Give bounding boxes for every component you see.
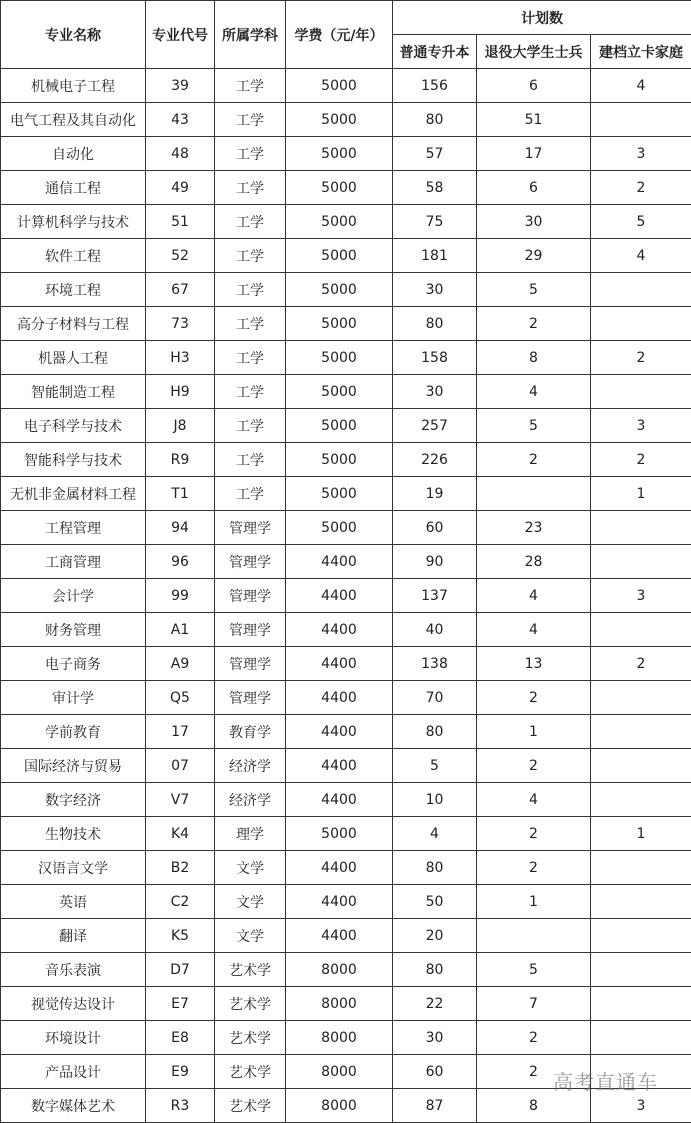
cell-veteran-count: 29 — [477, 239, 591, 273]
cell-discipline: 理学 — [215, 817, 286, 851]
cell-major-code: 07 — [146, 749, 215, 783]
cell-poverty-count: 1 — [591, 817, 691, 851]
table-row — [1, 375, 691, 409]
cell-regular-count: 30 — [393, 273, 477, 307]
cell-major-code: V7 — [146, 783, 215, 817]
table-row — [1, 477, 691, 511]
cell-tuition: 4400 — [286, 919, 393, 953]
cell-major-name: 财务管理 — [1, 613, 146, 647]
table-row — [1, 137, 691, 171]
cell-veteran-count: 2 — [477, 749, 591, 783]
cell-tuition: 5000 — [286, 171, 393, 205]
cell-major-code: 52 — [146, 239, 215, 273]
cell-veteran-count: 4 — [477, 375, 591, 409]
cell-major-name: 无机非金属材料工程 — [1, 477, 146, 511]
cell-major-code: D7 — [146, 953, 215, 987]
cell-major-name: 审计学 — [1, 681, 146, 715]
table-row — [1, 783, 691, 817]
cell-major-name: 生物技术 — [1, 817, 146, 851]
cell-major-name: 工程管理 — [1, 511, 146, 545]
cell-major-code: 51 — [146, 205, 215, 239]
cell-major-code: E9 — [146, 1055, 215, 1089]
cell-regular-count: 181 — [393, 239, 477, 273]
cell-major-code: E8 — [146, 1021, 215, 1055]
cell-discipline: 经济学 — [215, 749, 286, 783]
cell-tuition: 4400 — [286, 647, 393, 681]
header-regular: 普通专升本 — [393, 35, 477, 69]
cell-regular-count: 60 — [393, 511, 477, 545]
cell-regular-count: 70 — [393, 681, 477, 715]
cell-discipline: 文学 — [215, 851, 286, 885]
cell-poverty-count: 2 — [591, 443, 691, 477]
cell-regular-count: 226 — [393, 443, 477, 477]
cell-regular-count: 156 — [393, 69, 477, 103]
cell-regular-count: 90 — [393, 545, 477, 579]
cell-regular-count: 58 — [393, 171, 477, 205]
cell-veteran-count: 7 — [477, 987, 591, 1021]
table-row — [1, 681, 691, 715]
cell-major-code: H3 — [146, 341, 215, 375]
cell-poverty-count — [591, 613, 691, 647]
cell-poverty-count: 3 — [591, 579, 691, 613]
cell-discipline: 工学 — [215, 69, 286, 103]
cell-regular-count: 80 — [393, 715, 477, 749]
cell-veteran-count — [477, 919, 591, 953]
cell-major-code: E7 — [146, 987, 215, 1021]
cell-regular-count: 80 — [393, 953, 477, 987]
cell-tuition: 5000 — [286, 477, 393, 511]
cell-major-code: 96 — [146, 545, 215, 579]
cell-discipline: 工学 — [215, 443, 286, 477]
cell-veteran-count: 6 — [477, 171, 591, 205]
cell-poverty-count: 2 — [591, 647, 691, 681]
cell-veteran-count: 4 — [477, 783, 591, 817]
cell-regular-count: 40 — [393, 613, 477, 647]
cell-poverty-count: 3 — [591, 137, 691, 171]
cell-major-name: 高分子材料与工程 — [1, 307, 146, 341]
cell-major-code: C2 — [146, 885, 215, 919]
cell-regular-count: 87 — [393, 1089, 477, 1123]
cell-veteran-count: 2 — [477, 851, 591, 885]
cell-veteran-count — [477, 477, 591, 511]
cell-veteran-count: 51 — [477, 103, 591, 137]
cell-veteran-count: 1 — [477, 715, 591, 749]
cell-major-name: 计算机科学与技术 — [1, 205, 146, 239]
table-row — [1, 443, 691, 477]
cell-tuition: 8000 — [286, 987, 393, 1021]
cell-major-name: 数字媒体艺术 — [1, 1089, 146, 1123]
table-row — [1, 1021, 691, 1055]
cell-major-name: 视觉传达设计 — [1, 987, 146, 1021]
cell-tuition: 5000 — [286, 443, 393, 477]
cell-discipline: 工学 — [215, 273, 286, 307]
cell-regular-count: 30 — [393, 375, 477, 409]
cell-regular-count: 158 — [393, 341, 477, 375]
table-row — [1, 239, 691, 273]
cell-regular-count: 50 — [393, 885, 477, 919]
cell-major-name: 通信工程 — [1, 171, 146, 205]
cell-regular-count: 80 — [393, 307, 477, 341]
cell-poverty-count: 4 — [591, 69, 691, 103]
cell-tuition: 5000 — [286, 239, 393, 273]
cell-regular-count: 75 — [393, 205, 477, 239]
cell-poverty-count — [591, 953, 691, 987]
table-row — [1, 205, 691, 239]
cell-tuition: 5000 — [286, 341, 393, 375]
cell-major-code: K5 — [146, 919, 215, 953]
cell-tuition: 8000 — [286, 953, 393, 987]
cell-major-code: 43 — [146, 103, 215, 137]
cell-major-name: 会计学 — [1, 579, 146, 613]
cell-poverty-count — [591, 273, 691, 307]
table-row — [1, 103, 691, 137]
cell-veteran-count: 6 — [477, 69, 591, 103]
cell-regular-count: 138 — [393, 647, 477, 681]
table-row — [1, 953, 691, 987]
table-row — [1, 885, 691, 919]
cell-poverty-count — [591, 851, 691, 885]
cell-veteran-count: 8 — [477, 1089, 591, 1123]
cell-tuition: 5000 — [286, 307, 393, 341]
cell-veteran-count: 17 — [477, 137, 591, 171]
table-row — [1, 749, 691, 783]
cell-tuition: 4400 — [286, 851, 393, 885]
cell-discipline: 工学 — [215, 409, 286, 443]
cell-major-name: 智能制造工程 — [1, 375, 146, 409]
table-row — [1, 647, 691, 681]
cell-tuition: 5000 — [286, 273, 393, 307]
cell-major-code: H9 — [146, 375, 215, 409]
cell-discipline: 管理学 — [215, 647, 286, 681]
cell-veteran-count: 28 — [477, 545, 591, 579]
cell-major-code: 49 — [146, 171, 215, 205]
cell-tuition: 8000 — [286, 1021, 393, 1055]
cell-discipline: 艺术学 — [215, 987, 286, 1021]
cell-major-name: 机械电子工程 — [1, 69, 146, 103]
cell-major-code: 73 — [146, 307, 215, 341]
cell-discipline: 艺术学 — [215, 953, 286, 987]
cell-tuition: 5000 — [286, 409, 393, 443]
cell-tuition: 4400 — [286, 783, 393, 817]
table-row — [1, 69, 691, 103]
cell-poverty-count: 5 — [591, 205, 691, 239]
cell-major-code: B2 — [146, 851, 215, 885]
cell-poverty-count — [591, 1021, 691, 1055]
header-veteran: 退役大学生士兵 — [477, 35, 591, 69]
cell-major-name: 智能科学与技术 — [1, 443, 146, 477]
cell-discipline: 工学 — [215, 375, 286, 409]
cell-veteran-count: 2 — [477, 307, 591, 341]
cell-major-name: 自动化 — [1, 137, 146, 171]
cell-regular-count: 257 — [393, 409, 477, 443]
cell-regular-count: 60 — [393, 1055, 477, 1089]
cell-poverty-count — [591, 681, 691, 715]
cell-tuition: 5000 — [286, 103, 393, 137]
cell-major-name: 数字经济 — [1, 783, 146, 817]
header-plan: 计划数 — [393, 1, 691, 35]
cell-regular-count: 10 — [393, 783, 477, 817]
table-row — [1, 817, 691, 851]
cell-major-name: 英语 — [1, 885, 146, 919]
header-major-code: 专业代号 — [146, 1, 215, 69]
cell-major-code: 48 — [146, 137, 215, 171]
cell-veteran-count: 2 — [477, 1021, 591, 1055]
cell-veteran-count: 23 — [477, 511, 591, 545]
cell-tuition: 4400 — [286, 545, 393, 579]
cell-major-code: 94 — [146, 511, 215, 545]
cell-tuition: 8000 — [286, 1055, 393, 1089]
cell-discipline: 管理学 — [215, 511, 286, 545]
cell-major-code: 99 — [146, 579, 215, 613]
cell-regular-count: 20 — [393, 919, 477, 953]
cell-discipline: 工学 — [215, 205, 286, 239]
table-row — [1, 919, 691, 953]
cell-regular-count: 80 — [393, 851, 477, 885]
table-row — [1, 851, 691, 885]
cell-major-name: 电子商务 — [1, 647, 146, 681]
header-tuition: 学费（元/年） — [286, 1, 393, 69]
cell-tuition: 5000 — [286, 817, 393, 851]
table-row — [1, 545, 691, 579]
cell-poverty-count — [591, 307, 691, 341]
cell-regular-count: 5 — [393, 749, 477, 783]
table-row — [1, 273, 691, 307]
cell-discipline: 经济学 — [215, 783, 286, 817]
cell-poverty-count — [591, 749, 691, 783]
cell-poverty-count — [591, 919, 691, 953]
cell-major-code: A1 — [146, 613, 215, 647]
cell-tuition: 5000 — [286, 511, 393, 545]
cell-major-code: Q5 — [146, 681, 215, 715]
cell-discipline: 艺术学 — [215, 1089, 286, 1123]
cell-regular-count: 137 — [393, 579, 477, 613]
cell-poverty-count: 3 — [591, 409, 691, 443]
cell-poverty-count: 4 — [591, 239, 691, 273]
header-major-name: 专业名称 — [1, 1, 146, 69]
cell-major-code: R9 — [146, 443, 215, 477]
cell-tuition: 5000 — [286, 137, 393, 171]
cell-major-name: 电气工程及其自动化 — [1, 103, 146, 137]
cell-major-name: 机器人工程 — [1, 341, 146, 375]
cell-veteran-count: 30 — [477, 205, 591, 239]
cell-veteran-count: 13 — [477, 647, 591, 681]
cell-discipline: 工学 — [215, 307, 286, 341]
table-row — [1, 341, 691, 375]
cell-discipline: 教育学 — [215, 715, 286, 749]
cell-discipline: 艺术学 — [215, 1021, 286, 1055]
cell-veteran-count: 5 — [477, 409, 591, 443]
cell-tuition: 4400 — [286, 715, 393, 749]
cell-major-name: 工商管理 — [1, 545, 146, 579]
cell-regular-count: 4 — [393, 817, 477, 851]
cell-regular-count: 80 — [393, 103, 477, 137]
cell-poverty-count — [591, 715, 691, 749]
cell-tuition: 4400 — [286, 885, 393, 919]
cell-tuition: 5000 — [286, 375, 393, 409]
cell-veteran-count: 2 — [477, 1055, 591, 1089]
table-row — [1, 511, 691, 545]
cell-discipline: 管理学 — [215, 613, 286, 647]
cell-poverty-count — [591, 545, 691, 579]
cell-discipline: 文学 — [215, 919, 286, 953]
cell-regular-count: 30 — [393, 1021, 477, 1055]
cell-poverty-count: 3 — [591, 1089, 691, 1123]
cell-discipline: 管理学 — [215, 545, 286, 579]
cell-tuition: 4400 — [286, 681, 393, 715]
cell-major-code: 17 — [146, 715, 215, 749]
cell-regular-count: 22 — [393, 987, 477, 1021]
header-discipline: 所属学科 — [215, 1, 286, 69]
cell-discipline: 文学 — [215, 885, 286, 919]
cell-veteran-count: 2 — [477, 817, 591, 851]
cell-major-name: 环境工程 — [1, 273, 146, 307]
table-row — [1, 579, 691, 613]
cell-veteran-count: 8 — [477, 341, 591, 375]
cell-discipline: 工学 — [215, 341, 286, 375]
cell-major-code: 39 — [146, 69, 215, 103]
cell-major-name: 电子科学与技术 — [1, 409, 146, 443]
cell-veteran-count: 1 — [477, 885, 591, 919]
cell-veteran-count: 4 — [477, 579, 591, 613]
cell-poverty-count — [591, 511, 691, 545]
cell-major-name: 汉语言文学 — [1, 851, 146, 885]
cell-discipline: 工学 — [215, 137, 286, 171]
cell-tuition: 4400 — [286, 613, 393, 647]
cell-major-name: 音乐表演 — [1, 953, 146, 987]
cell-poverty-count — [591, 783, 691, 817]
cell-major-name: 国际经济与贸易 — [1, 749, 146, 783]
cell-discipline: 工学 — [215, 477, 286, 511]
cell-major-code: R3 — [146, 1089, 215, 1123]
cell-poverty-count — [591, 103, 691, 137]
cell-tuition: 4400 — [286, 579, 393, 613]
table-body — [1, 69, 691, 1123]
cell-veteran-count: 5 — [477, 953, 591, 987]
table-row — [1, 715, 691, 749]
cell-poverty-count — [591, 375, 691, 409]
cell-major-code: 67 — [146, 273, 215, 307]
header-poverty: 建档立卡家庭 — [591, 35, 691, 69]
cell-veteran-count: 5 — [477, 273, 591, 307]
cell-major-name: 环境设计 — [1, 1021, 146, 1055]
cell-major-name: 产品设计 — [1, 1055, 146, 1089]
cell-major-code: T1 — [146, 477, 215, 511]
cell-major-name: 学前教育 — [1, 715, 146, 749]
table-row — [1, 987, 691, 1021]
table-row — [1, 171, 691, 205]
cell-veteran-count: 2 — [477, 443, 591, 477]
cell-discipline: 工学 — [215, 171, 286, 205]
cell-discipline: 艺术学 — [215, 1055, 286, 1089]
cell-tuition: 8000 — [286, 1089, 393, 1123]
cell-tuition: 5000 — [286, 205, 393, 239]
cell-tuition: 4400 — [286, 749, 393, 783]
table-row — [1, 307, 691, 341]
table-row — [1, 409, 691, 443]
cell-regular-count: 19 — [393, 477, 477, 511]
table-row — [1, 613, 691, 647]
cell-veteran-count: 4 — [477, 613, 591, 647]
cell-poverty-count — [591, 987, 691, 1021]
cell-tuition: 5000 — [286, 69, 393, 103]
cell-regular-count: 57 — [393, 137, 477, 171]
cell-discipline: 管理学 — [215, 681, 286, 715]
cell-poverty-count: 2 — [591, 171, 691, 205]
cell-poverty-count: 1 — [591, 477, 691, 511]
cell-discipline: 工学 — [215, 239, 286, 273]
cell-poverty-count: 2 — [591, 341, 691, 375]
cell-major-code: A9 — [146, 647, 215, 681]
cell-poverty-count — [591, 885, 691, 919]
cell-major-code: K4 — [146, 817, 215, 851]
watermark: 高考直通车 — [553, 1070, 658, 1094]
cell-major-code: J8 — [146, 409, 215, 443]
cell-discipline: 工学 — [215, 103, 286, 137]
cell-major-name: 翻译 — [1, 919, 146, 953]
cell-discipline: 管理学 — [215, 579, 286, 613]
cell-major-name: 软件工程 — [1, 239, 146, 273]
cell-veteran-count: 2 — [477, 681, 591, 715]
